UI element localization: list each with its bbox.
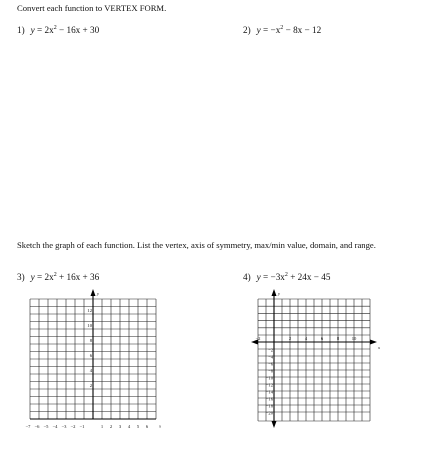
y-tick: −4 [268, 354, 273, 360]
y-tick: −20 [265, 410, 273, 416]
x-tick: 4 [304, 336, 308, 341]
y-tick: −6 [268, 361, 273, 367]
x-tick: −4 [52, 424, 58, 429]
instruction-sketch-graph: Sketch the graph of each function. List the vertex, axis of symmetry, max/min value, domain, and range. [17, 240, 376, 250]
y-axis-label: y [278, 291, 281, 296]
function-term: = 2x [37, 272, 54, 282]
y-axis-arrow-up [272, 289, 277, 296]
problem-number: 1) [17, 25, 25, 35]
x-tick: 1 [100, 424, 104, 429]
x-tick: 5 [136, 424, 140, 429]
function-term: = 2x [37, 25, 54, 35]
x-tick: 6 [145, 424, 149, 429]
y-tick: −14 [265, 389, 273, 395]
y-tick: 4 [89, 368, 92, 373]
x-tick: 6 [320, 336, 324, 341]
exponent: 2 [53, 272, 57, 278]
exponent: 2 [284, 272, 288, 278]
x-tick: −2 [70, 424, 76, 429]
function-variable: y [256, 272, 261, 282]
function-rest: + 16x + 36 [56, 272, 100, 282]
x-axis-label: x [159, 423, 162, 429]
y-tick: 2 [89, 383, 92, 388]
x-tick: 2 [109, 424, 113, 429]
x-tick: −3 [61, 424, 67, 429]
instruction-vertex-form: Convert each function to VERTEX FORM. [17, 3, 167, 13]
function-rest: − 8x − 12 [283, 25, 322, 35]
function-rest: − 16x + 30 [56, 25, 100, 35]
x-tick: −7 [25, 424, 31, 429]
function-variable: y [30, 272, 35, 282]
problem-number: 4) [243, 272, 251, 282]
y-axis-arrow-down [272, 421, 277, 428]
x-tick: 8 [336, 336, 340, 341]
problem-number: 2) [243, 25, 251, 35]
exponent: 2 [53, 25, 57, 31]
y-tick: 10 [87, 323, 92, 328]
y-tick: −16 [265, 396, 273, 402]
x-tick: −1 [79, 424, 85, 429]
function-term: = −x [263, 25, 281, 35]
x-axis-label: x [378, 345, 381, 350]
function-term: = −3x [263, 272, 285, 282]
x-axis-arrow-right [370, 340, 377, 345]
x-tick: 4 [127, 424, 131, 429]
grid-lines [255, 299, 370, 421]
y-tick: −8 [268, 368, 273, 374]
x-tick: −2 [255, 336, 261, 341]
function-variable: y [30, 25, 35, 35]
x-tick: 10 [351, 336, 357, 341]
x-tick: −6 [34, 424, 40, 429]
exponent: 2 [280, 25, 284, 31]
y-tick: −2 [268, 347, 273, 353]
y-axis-label: y [97, 291, 100, 296]
problem-number: 3) [17, 272, 25, 282]
y-tick: 12 [87, 308, 92, 313]
y-tick: 6 [89, 353, 92, 358]
y-tick: −18 [265, 403, 273, 409]
x-tick: 3 [118, 424, 122, 429]
x-tick: −5 [43, 424, 49, 429]
y-tick: 8 [89, 338, 92, 343]
function-variable: y [256, 25, 261, 35]
x-tick: 2 [288, 336, 292, 341]
y-tick: −10 [265, 375, 273, 381]
y-tick: −12 [265, 382, 273, 388]
function-rest: + 24x − 45 [287, 272, 331, 282]
